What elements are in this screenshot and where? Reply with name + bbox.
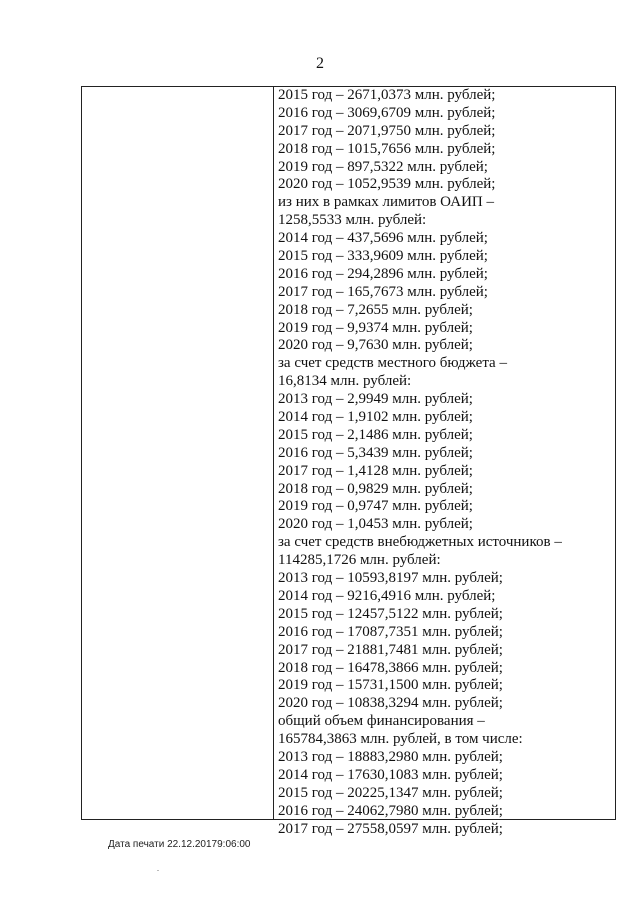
text-line: 2019 год – 9,9374 млн. рублей; bbox=[278, 319, 473, 336]
scan-speck bbox=[157, 870, 159, 871]
text-line: 2018 год – 7,2655 млн. рублей; bbox=[278, 301, 473, 318]
text-line: 2016 год – 3069,6709 млн. рублей; bbox=[278, 104, 496, 121]
text-line: 2013 год – 2,9949 млн. рублей; bbox=[278, 391, 473, 408]
text-line: 2019 год – 0,9747 млн. рублей; bbox=[278, 498, 473, 515]
text-line: 2020 год – 10838,3294 млн. рублей; bbox=[278, 695, 503, 712]
text-line: 2020 год – 1,0453 млн. рублей; bbox=[278, 516, 473, 533]
text-line: 2014 год – 17630,1083 млн. рублей; bbox=[278, 766, 503, 783]
text-line: 2020 год – 1052,9539 млн. рублей; bbox=[278, 176, 496, 193]
print-date-footer: Дата печати 22.12.20179:06:00 bbox=[108, 839, 251, 850]
text-line: 2015 год – 2671,0373 млн. рублей; bbox=[278, 87, 496, 103]
text-line: общий объем финансирования – bbox=[278, 713, 485, 730]
table-left-cell bbox=[82, 87, 273, 819]
text-line: 2013 год – 10593,8197 млн. рублей; bbox=[278, 570, 503, 587]
text-line: 2016 год – 5,3439 млн. рублей; bbox=[278, 444, 473, 461]
text-line: 2013 год – 18883,2980 млн. рублей; bbox=[278, 748, 503, 765]
column-divider bbox=[273, 87, 274, 819]
text-line: 2015 год – 333,9609 млн. рублей; bbox=[278, 248, 488, 265]
text-line: 2015 год – 2,1486 млн. рублей; bbox=[278, 426, 473, 443]
text-line: 2016 год – 17087,7351 млн. рублей; bbox=[278, 623, 503, 640]
text-line: 2015 год – 20225,1347 млн. рублей; bbox=[278, 784, 503, 801]
text-line: 2020 год – 9,7630 млн. рублей; bbox=[278, 337, 473, 354]
text-line: 16,8134 млн. рублей: bbox=[278, 373, 412, 390]
text-line: 1258,5533 млн. рублей: bbox=[278, 212, 427, 229]
text-line: 2015 год – 12457,5122 млн. рублей; bbox=[278, 605, 503, 622]
text-line: 2017 год – 21881,7481 млн. рублей; bbox=[278, 641, 503, 658]
text-line: из них в рамках лимитов ОАИП – bbox=[278, 194, 495, 211]
text-line: 2014 год – 9216,4916 млн. рублей; bbox=[278, 587, 496, 604]
text-line: 2016 год – 24062,7980 млн. рублей; bbox=[278, 802, 503, 819]
text-line: 2019 год – 897,5322 млн. рублей; bbox=[278, 158, 488, 175]
page-number: 2 bbox=[316, 55, 324, 72]
text-line: 2017 год – 2071,9750 млн. рублей; bbox=[278, 122, 496, 139]
text-line: 2016 год – 294,2896 млн. рублей; bbox=[278, 265, 488, 282]
text-line: 2017 год – 165,7673 млн. рублей; bbox=[278, 283, 488, 300]
text-line: 2018 год – 1015,7656 млн. рублей; bbox=[278, 140, 496, 157]
text-line: 2018 год – 0,9829 млн. рублей; bbox=[278, 480, 473, 497]
text-line: 165784,3863 млн. рублей, в том числе: bbox=[278, 731, 523, 748]
text-line: 114285,1726 млн. рублей: bbox=[278, 552, 441, 569]
table-right-cell bbox=[278, 87, 613, 837]
text-line: 2017 год – 1,4128 млн. рублей; bbox=[278, 462, 473, 479]
text-line: 2019 год – 15731,1500 млн. рублей; bbox=[278, 677, 503, 694]
text-line: 2014 год – 1,9102 млн. рублей; bbox=[278, 409, 473, 426]
text-line: 2017 год – 27558,0597 млн. рублей; bbox=[278, 820, 503, 837]
financing-table bbox=[81, 86, 616, 837]
text-line: за счет средств местного бюджета – bbox=[278, 355, 507, 372]
text-line: 2018 год – 16478,3866 млн. рублей; bbox=[278, 659, 503, 676]
text-line: за счет средств внебюджетных источников – bbox=[278, 534, 562, 551]
text-line: 2014 год – 437,5696 млн. рублей; bbox=[278, 230, 488, 247]
